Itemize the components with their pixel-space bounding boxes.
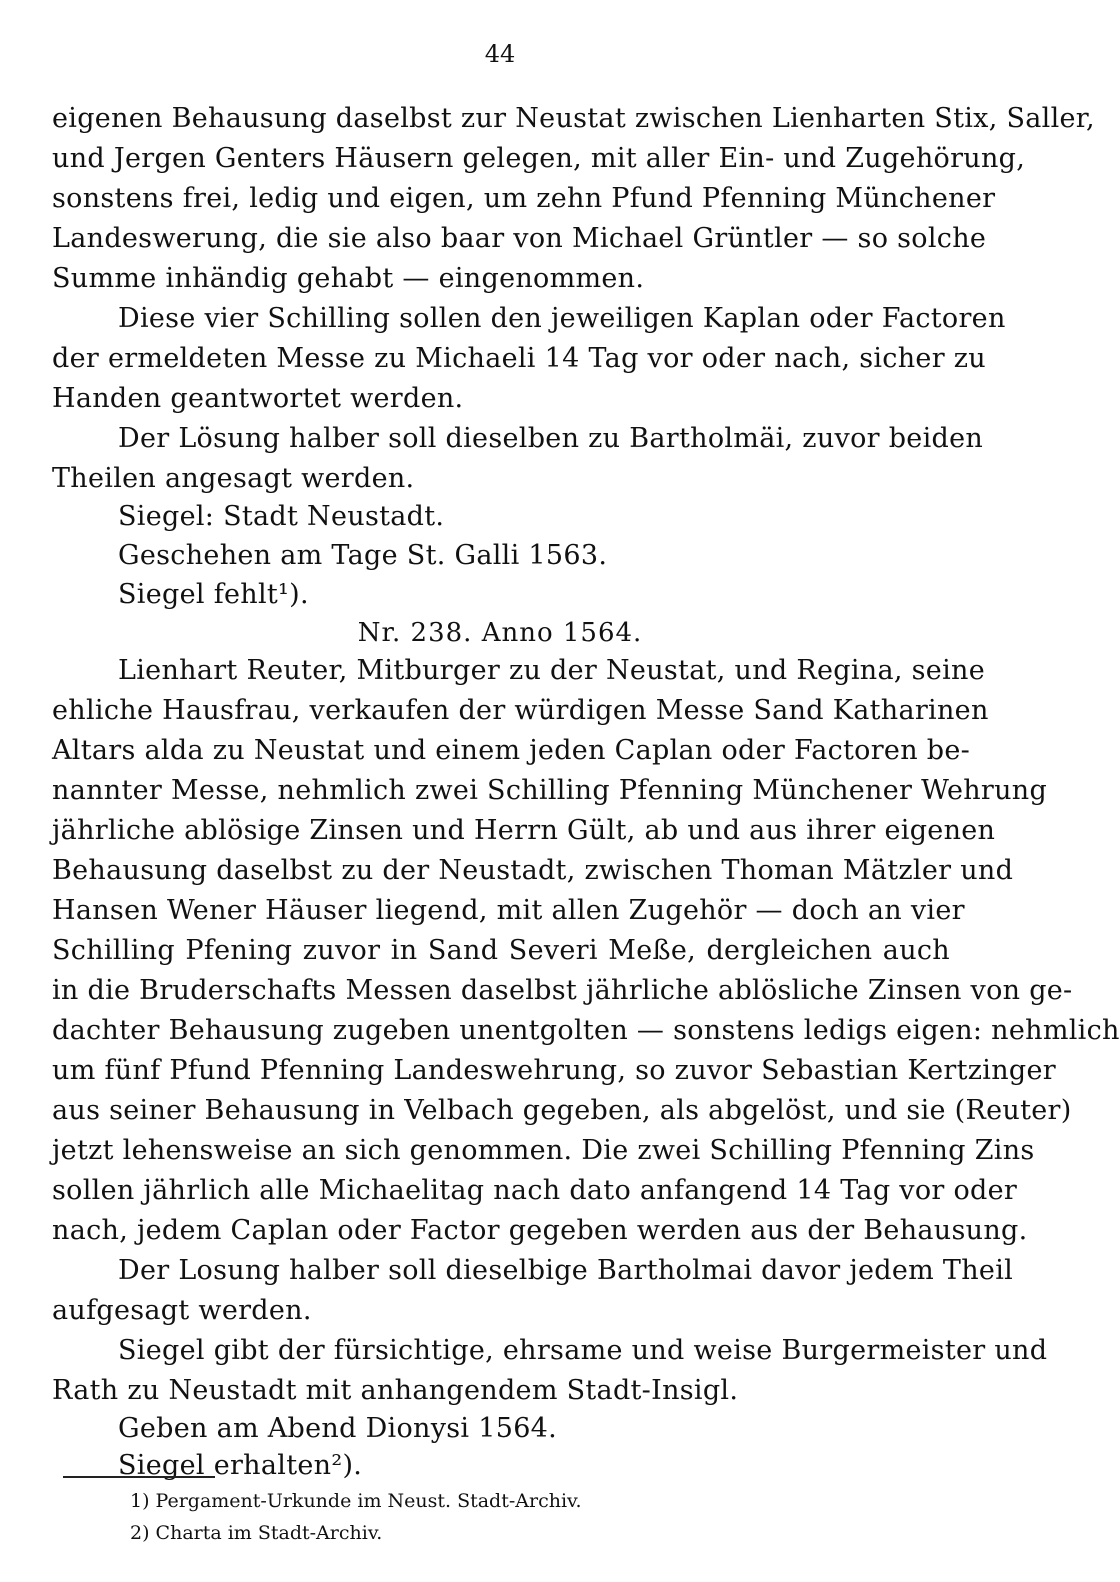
text-line: um fünf Pfund Pfenning Landeswehrung, so zuvor Sebastian Kertzinger	[52, 1055, 1056, 1086]
seal-note: Siegel: Stadt Neustadt.	[118, 501, 445, 532]
text-line: aufgesagt werden.	[52, 1295, 312, 1326]
text-line: eigenen Behausung daselbst zur Neustat zwischen Lienharten Stix, Saller,	[52, 103, 1095, 134]
seal-status: Siegel erhalten²).	[118, 1450, 363, 1481]
text-line: ehliche Hausfrau, verkaufen der würdigen Messe Sand Katharinen	[52, 695, 989, 726]
text-line: dachter Behausung zugeben unentgolten — sonstens ledigs eigen: nehmlich	[52, 1015, 1120, 1046]
text-line: Altars alda zu Neustat und einem jeden Caplan oder Factoren be-	[52, 735, 971, 766]
text-line: Handen geantwortet werden.	[52, 383, 464, 414]
text-line: Hansen Wener Häuser liegend, mit allen Zugehör — doch an vier	[52, 895, 965, 926]
text-line: nach, jedem Caplan oder Factor gegeben werden aus der Behausung.	[52, 1215, 1028, 1246]
text-line: Der Losung halber soll dieselbige Bartholmai davor jedem Theil	[118, 1255, 1014, 1286]
text-line: sonstens frei, ledig und eigen, um zehn Pfund Pfenning Münchener	[52, 183, 996, 214]
date-line: Geschehen am Tage St. Galli 1563.	[118, 540, 608, 571]
text-line: jetzt lehensweise an sich genommen. Die zwei Schilling Pfenning Zins	[52, 1135, 1035, 1166]
text-line: Diese vier Schilling sollen den jeweiligen Kaplan oder Factoren	[118, 303, 1006, 334]
text-line: Schilling Pfening zuvor in Sand Severi Meße, dergleichen auch	[52, 935, 950, 966]
text-line: nannter Messe, nehmlich zwei Schilling Pfenning Münchener Wehrung	[52, 775, 1048, 806]
text-line: Behausung daselbst zu der Neustadt, zwischen Thoman Mätzler und	[52, 855, 1014, 886]
text-line: jährliche ablösige Zinsen und Herrn Gült, ab und aus ihrer eigenen	[52, 815, 996, 846]
text-line: sollen jährlich alle Michaelitag nach dato anfangend 14 Tag vor oder	[52, 1175, 1018, 1206]
text-line: in die Bruderschafts Messen daselbst jährliche ablösliche Zinsen von ge-	[52, 975, 1073, 1006]
text-line: der ermeldeten Messe zu Michaeli 14 Tag vor oder nach, sicher zu	[52, 343, 986, 374]
entry-heading: Nr. 238. Anno 1564.	[357, 618, 643, 648]
text-line: Der Lösung halber soll dieselben zu Bartholmäi, zuvor beiden	[118, 423, 984, 454]
footnote: 1) Pergament-Urkunde im Neust. Stadt-Archiv.	[130, 1490, 582, 1512]
seal-status: Siegel fehlt¹).	[118, 579, 309, 610]
page-number: 44	[484, 40, 516, 68]
text-line: Summe inhändig gehabt — eingenommen.	[52, 263, 645, 294]
text-line: Theilen angesagt werden.	[52, 463, 415, 494]
date-line: Geben am Abend Dionysi 1564.	[118, 1413, 558, 1444]
text-line: Lienhart Reuter, Mitburger zu der Neustat, und Regina, seine	[118, 655, 985, 686]
text-line: Landeswerung, die sie also baar von Michael Grüntler — so solche	[52, 223, 987, 254]
text-line: Siegel gibt der fürsichtige, ehrsame und weise Burgermeister und	[118, 1335, 1048, 1366]
footnote: 2) Charta im Stadt-Archiv.	[130, 1522, 383, 1544]
text-line: aus seiner Behausung in Velbach gegeben, als abgelöst, und sie (Reuter)	[52, 1095, 1072, 1126]
text-line: Rath zu Neustadt mit anhangendem Stadt-Insigl.	[52, 1375, 739, 1406]
footnote-divider	[63, 1476, 215, 1478]
text-line: und Jergen Genters Häusern gelegen, mit aller Ein- und Zugehörung,	[52, 143, 1026, 174]
